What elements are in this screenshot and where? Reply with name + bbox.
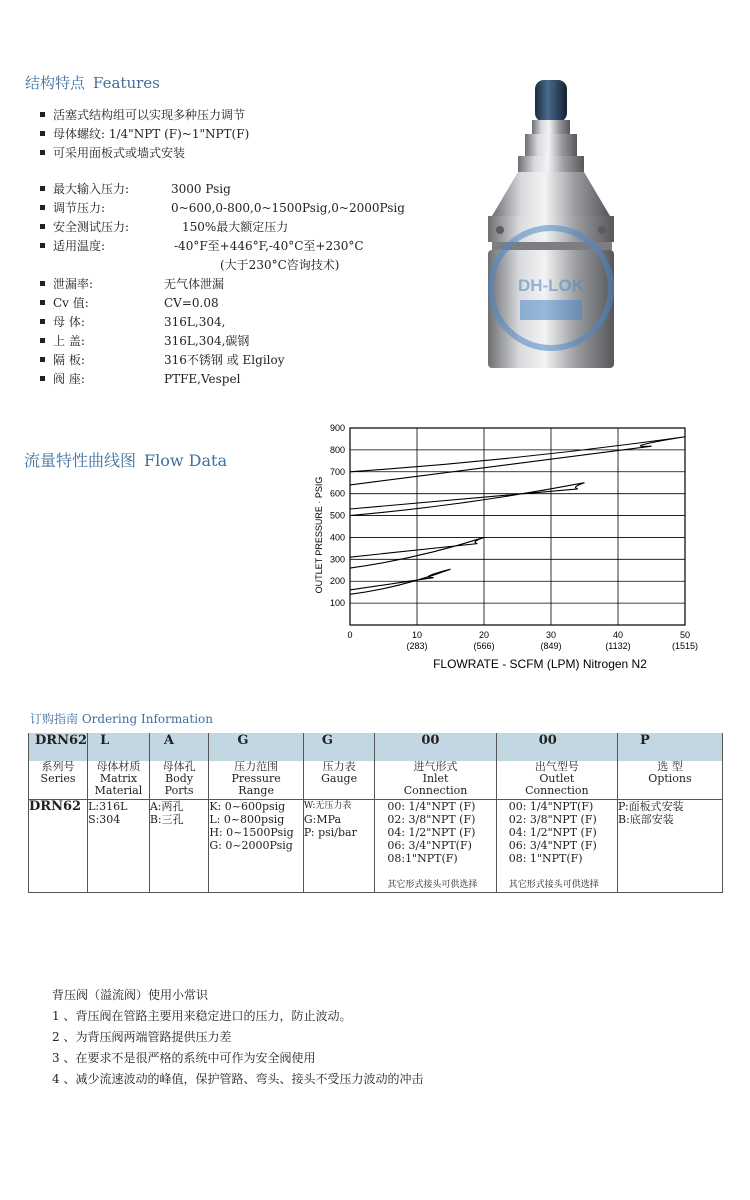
code-cell: A — [149, 733, 209, 761]
series-value: DRN62 — [29, 800, 88, 893]
spec-value: 0~600,0-800,0~1500Psig,0~2000Psig — [171, 201, 405, 215]
tip-item: 2 、为背压阀两端管路提供压力差 — [52, 1030, 232, 1044]
code-cell: 00 — [496, 733, 617, 761]
flow-curve — [350, 437, 685, 485]
y-tick-label: 900 — [329, 423, 345, 433]
feature-label: 母体螺纹: 1/4"NPT (F)~1"NPT(F) — [53, 127, 250, 141]
flow-title-cn: 流量特性曲线图 — [24, 451, 137, 470]
spec-row — [40, 199, 405, 218]
outlet-note: 其它形式接头可供选择 — [508, 880, 599, 890]
spec-row — [40, 313, 249, 332]
x-tick-sublabel: (566) — [473, 641, 495, 651]
y-tick-label: 100 — [329, 598, 345, 609]
bullet-icon — [40, 376, 45, 381]
bullet-icon — [40, 338, 45, 343]
x-tick-label: 20 — [478, 630, 490, 640]
spec-label: Cv 值: — [53, 296, 89, 310]
y-tick-label: 700 — [329, 466, 345, 477]
bullet-icon — [40, 112, 45, 117]
x-tick-sublabel: (849) — [540, 641, 562, 651]
feature-label: 活塞式结构组可以实现多种压力调节 — [53, 108, 246, 122]
x-tick-label: 0 — [347, 630, 353, 640]
spec-row — [40, 218, 289, 237]
x-axis-label: FLOWRATE - SCFM (LPM) Nitrogen N2 — [433, 657, 647, 671]
spec-label: 泄漏率: — [53, 277, 94, 291]
ports-options: A:两孔 B:三孔 — [149, 800, 209, 893]
y-axis-label: OUTLET PRESSURE · PSIG — [314, 476, 324, 594]
spec-row — [40, 237, 364, 256]
x-tick-label: 40 — [612, 630, 624, 640]
spec-label: 母 体: — [53, 315, 85, 329]
spec-value: 316L,304,碳钢 — [164, 334, 250, 348]
y-tick-label: 300 — [329, 554, 345, 565]
bullet-icon — [40, 186, 45, 191]
spec-label: 调节压力: — [53, 201, 106, 215]
y-tick-label: 500 — [329, 510, 345, 521]
col-label-outlet: 出气型号 Outlet Connection — [496, 761, 617, 800]
spec-row — [40, 332, 249, 351]
ordering-code-row — [29, 733, 723, 761]
bullet-icon — [40, 281, 45, 286]
spec-label: 阀 座: — [53, 372, 85, 386]
y-tick-label: 800 — [329, 444, 345, 455]
x-tick-sublabel: (283) — [406, 641, 428, 651]
spec-label: 上 盖: — [53, 334, 85, 348]
code-cell: G — [303, 733, 374, 761]
spec-row — [40, 351, 285, 370]
x-tick-sublabel: (1132) — [605, 641, 631, 651]
features-title-en: Features — [93, 74, 160, 92]
spec-row — [40, 370, 249, 389]
col-label-pressure: 压力范围 Pressure Range — [209, 761, 304, 800]
outlet-options: 00: 1/4"NPT(F) 02: 3/8"NPT (F) 04: 1/2"NPT (F) 06: 3/4"NPT (F) 08: 1"NPT(F) 其它形式接头可供选择 — [496, 800, 617, 893]
spec-value: CV=0.08 — [164, 296, 219, 310]
spec-value: 316不锈钢 或 Elgiloy — [164, 353, 285, 367]
spec-row — [40, 275, 249, 294]
valve-product-image — [470, 78, 640, 378]
spec-value: (大于230°C咨询技术) — [220, 258, 340, 272]
code-cell: P — [617, 733, 722, 761]
feature-label: 可采用面板式或墙式安装 — [53, 146, 186, 160]
col-label-options: 选 型 Options — [617, 761, 722, 800]
tips-title: 背压阀（溢流阀）使用小常识 — [52, 988, 209, 1002]
col-label-series: 系列号 Series — [40, 760, 76, 785]
code-cell: L — [88, 733, 150, 761]
spec-value: 3000 Psig — [171, 182, 231, 196]
col-label-gauge: 压力表 Gauge — [303, 761, 374, 800]
bullet-icon — [40, 205, 45, 210]
bullet-icon — [40, 243, 45, 248]
col-label-ports: 母体孔 Body Ports — [149, 761, 209, 800]
bullet-icon — [40, 319, 45, 324]
bullet-icon — [40, 150, 45, 155]
flow-title — [24, 448, 227, 471]
tip-item: 4 、减少流速波动的峰值，保护管路、弯头、接头不受压力波动的冲击 — [52, 1072, 424, 1086]
x-tick-sublabel: (1515) — [671, 641, 699, 651]
material-options: L:316L S:304 — [88, 800, 150, 893]
col-label-material: 母体材质 Matrix Material — [88, 761, 150, 800]
bullet-icon — [40, 131, 45, 136]
tips-section — [52, 985, 423, 1090]
spec-label: 适用温度: — [53, 239, 106, 253]
features-list — [40, 106, 405, 389]
flow-chart — [305, 418, 725, 678]
spec-label: 最大输入压力: — [53, 182, 130, 196]
flow-curve — [350, 569, 451, 594]
bullet-icon — [40, 357, 45, 362]
y-tick-label: 200 — [329, 576, 345, 587]
ordering-label-row — [29, 761, 723, 800]
col-label-inlet: 进气形式 Inlet Connection — [375, 761, 496, 800]
spec-value: 316L,304, — [164, 315, 226, 329]
features-title — [25, 72, 160, 93]
features-title-cn: 结构特点 — [25, 74, 86, 92]
x-tick-label: 50 — [679, 630, 691, 640]
feature-item — [40, 144, 249, 163]
y-tick-label: 400 — [329, 532, 345, 543]
inlet-note: 其它形式接头可供选择 — [387, 880, 478, 890]
feature-item — [40, 125, 249, 144]
x-tick-label: 10 — [411, 630, 423, 640]
gauge-options: W:无压力表 G:MPa P: psi/bar — [303, 800, 374, 893]
pressure-options: K: 0~600psig L: 0~800psig H: 0~1500Psig G: 0~2000Psig — [209, 800, 304, 893]
y-tick-label: 600 — [329, 488, 345, 499]
logo-text: DH-LOK — [517, 276, 585, 295]
ordering-title: 订购指南 Ordering Information — [30, 712, 213, 726]
ordering-table — [28, 733, 723, 893]
flow-title-en: Flow Data — [144, 451, 227, 470]
spec-value: -40°F至+446°F,-40°C至+230°C — [174, 239, 364, 253]
spec-row — [40, 256, 340, 275]
flow-curve — [350, 483, 585, 516]
spec-row — [40, 180, 249, 199]
options-options: P:面板式安装 B:底部安装 — [617, 800, 722, 893]
feature-item — [40, 106, 249, 125]
spec-label: 隔 板: — [53, 353, 85, 367]
spec-value: 无气体泄漏 — [164, 277, 225, 291]
x-tick-label: 30 — [545, 630, 557, 640]
bullet-icon — [40, 224, 45, 229]
tip-item: 1 、背压阀在管路主要用来稳定进口的压力，防止波动。 — [52, 1009, 352, 1023]
spec-value: PTFE,Vespel — [164, 372, 241, 386]
inlet-options: 00: 1/4"NPT (F) 02: 3/8"NPT (F) 04: 1/2"NPT (F) 06: 3/4"NPT(F) 08:1"NPT(F) 其它形式接头可供选择 — [375, 800, 496, 893]
spec-value: 150%最大额定压力 — [182, 220, 289, 234]
code-cell: G — [209, 733, 304, 761]
code-cell: 00 — [375, 733, 496, 761]
bullet-icon — [40, 300, 45, 305]
spec-row — [40, 294, 249, 313]
spec-label: 安全测试压力: — [53, 220, 130, 234]
code-cell: DRN62 — [29, 733, 88, 761]
ordering-options-row — [29, 800, 723, 893]
tip-item: 3 、在要求不是很严格的系统中可作为安全阀使用 — [52, 1051, 316, 1065]
